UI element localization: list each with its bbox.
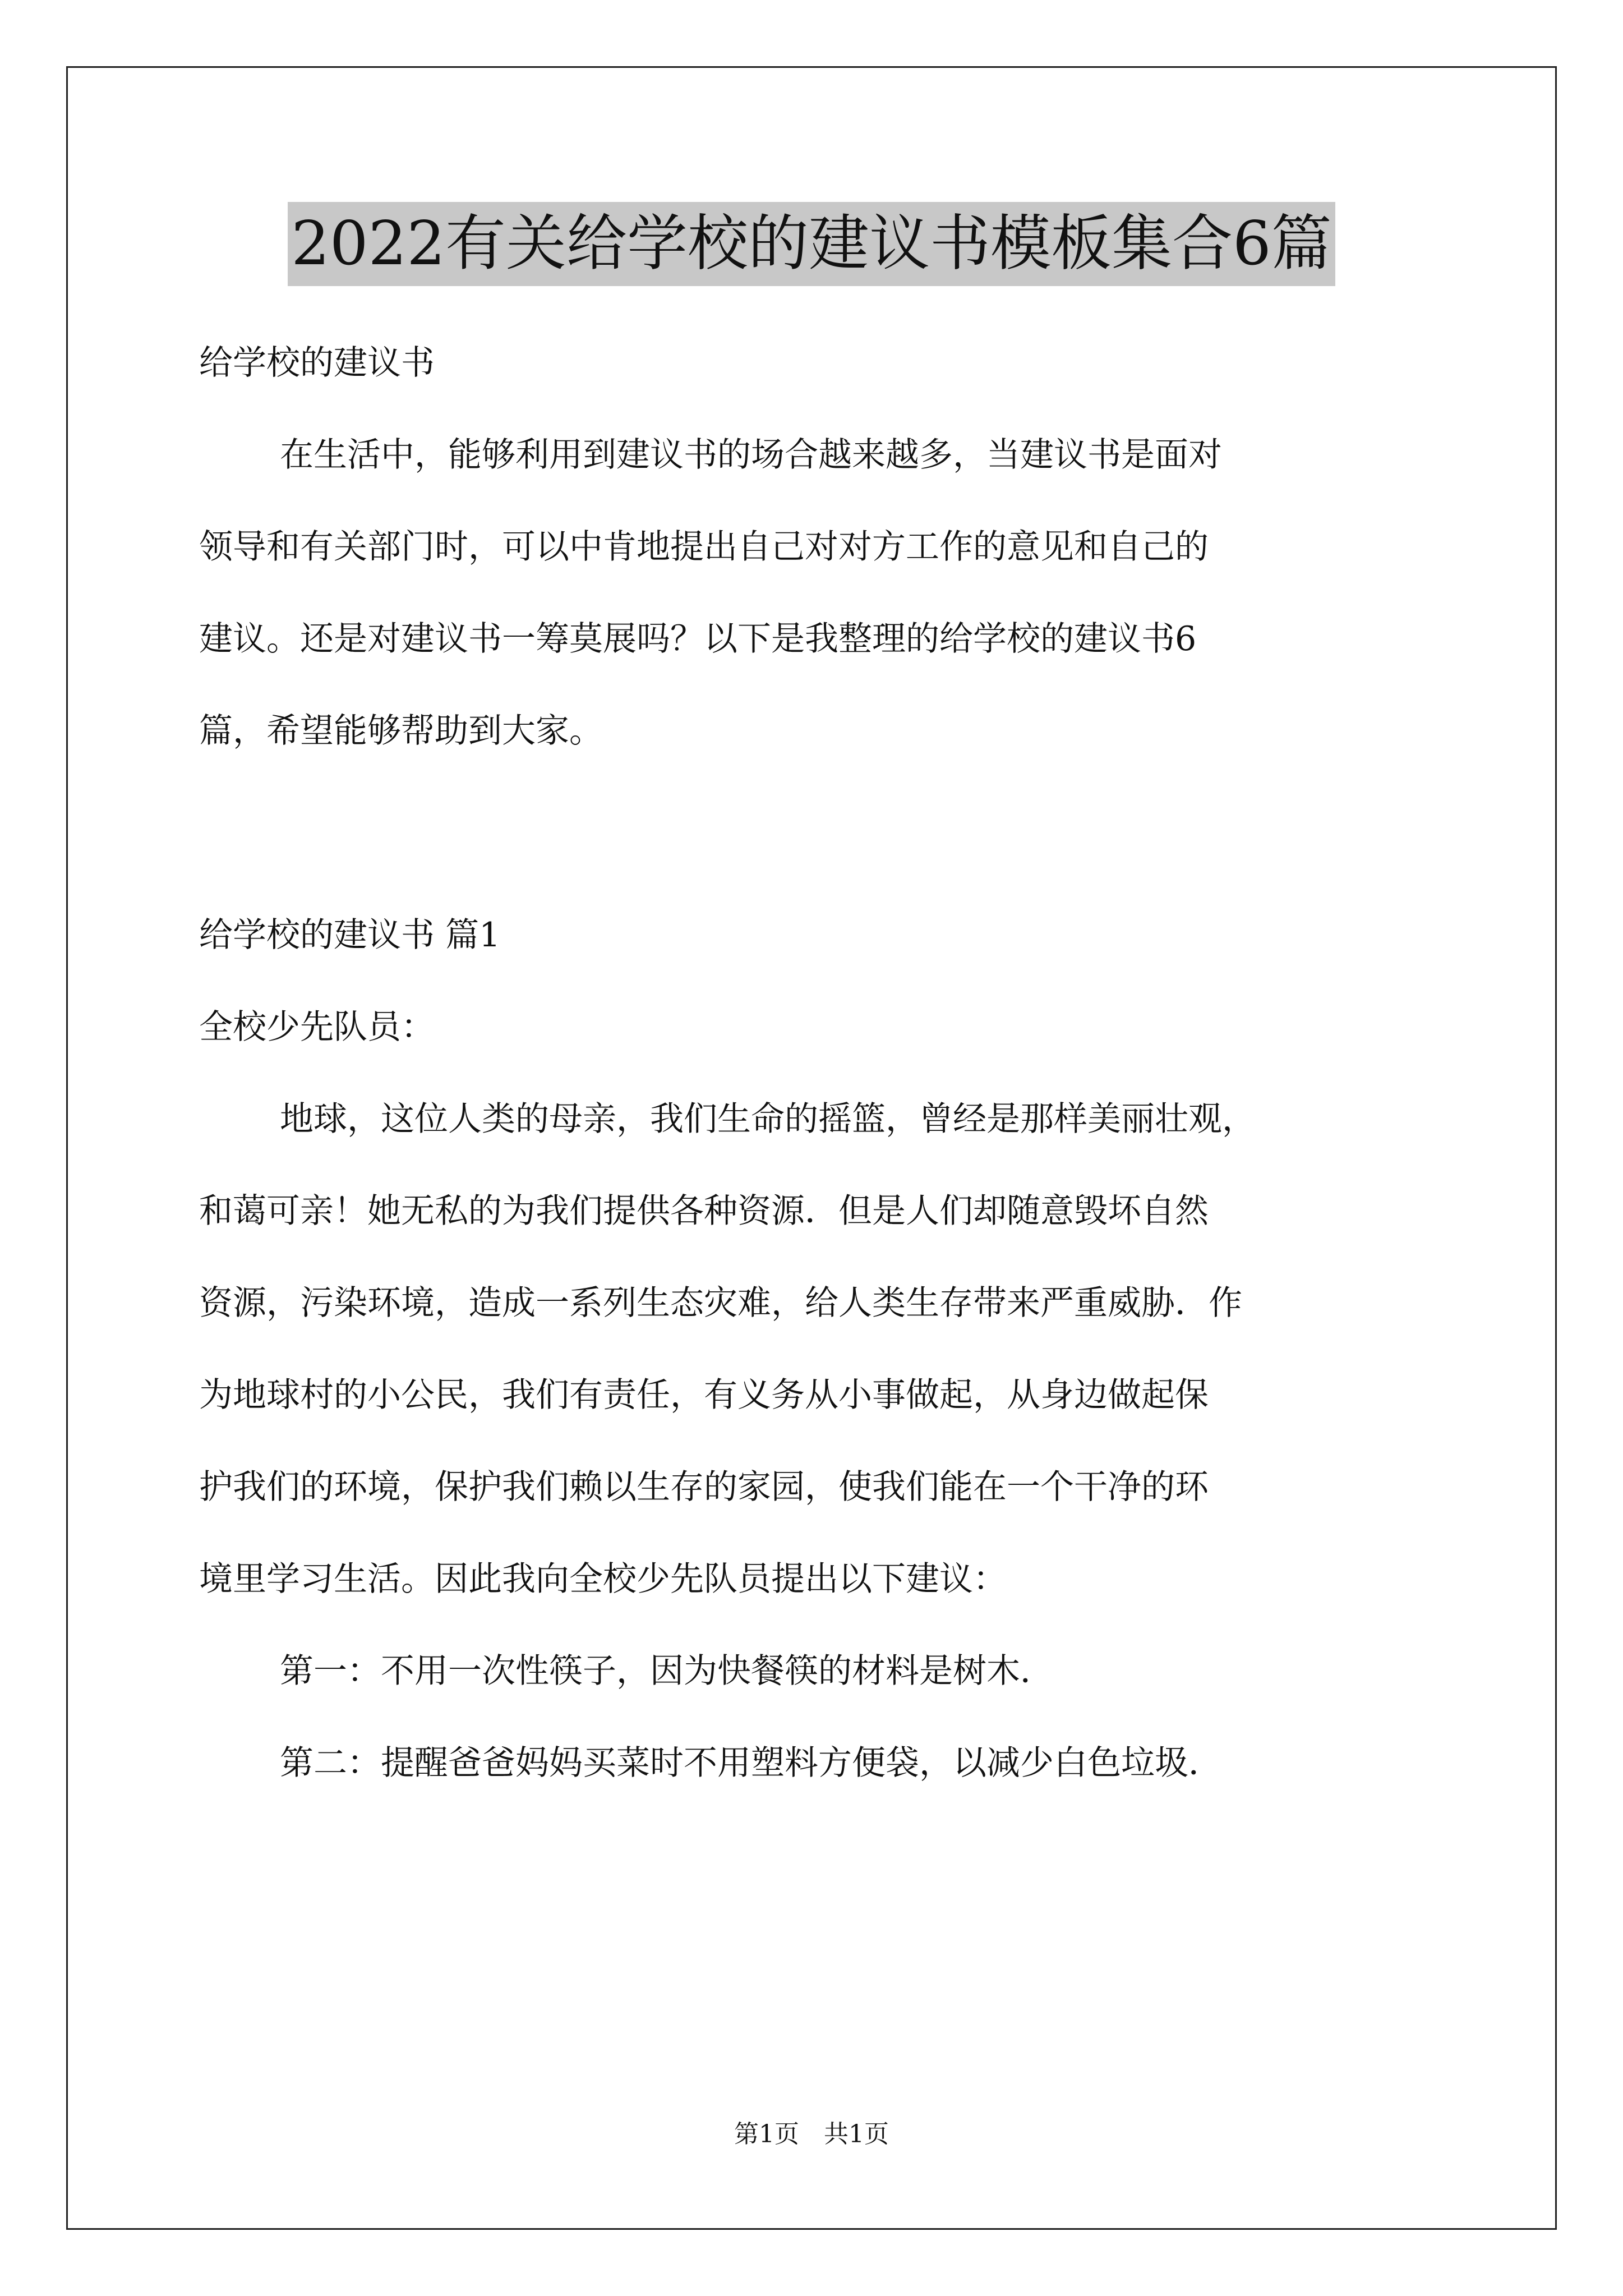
section-gap xyxy=(199,777,1433,889)
intro-line: 在生活中，能够利用到建议书的场合越来越多，当建议书是面对 xyxy=(280,435,1222,475)
body-line: 和蔼可亲！她无私的为我们提供各种资源．但是人们却随意毁坏自然 xyxy=(199,1191,1209,1231)
point-item: 第一：不用一次性筷子，因为快餐筷的材料是树木． xyxy=(280,1651,1054,1691)
page-number: 第1页 共1页 xyxy=(734,2120,889,2148)
body-line: 为地球村的小公民，我们有责任，有义务从小事做起，从身边做起保 xyxy=(199,1375,1209,1415)
body-line: 护我们的环境，保护我们赖以生存的家园，使我们能在一个干净的环 xyxy=(199,1467,1209,1507)
point-item: 第二：提醒爸爸妈妈买菜时不用塑料方便袋，以减少白色垃圾． xyxy=(280,1743,1222,1783)
page-footer xyxy=(0,2118,1623,2151)
intro-line: 建议。还是对建议书一筹莫展吗？以下是我整理的给学校的建议书6 xyxy=(199,619,1197,659)
body-line: 地球，这位人类的母亲，我们生命的摇篮，曾经是那样美丽壮观， xyxy=(280,1099,1256,1139)
intro-heading: 给学校的建议书 xyxy=(199,343,435,383)
body-line: 资源，污染环境，造成一系列生态灾难，给人类生存带来严重威胁．作 xyxy=(199,1283,1242,1323)
salutation: 全校少先队员： xyxy=(199,1007,435,1047)
section-heading: 给学校的建议书 篇1 xyxy=(199,915,501,955)
title-container xyxy=(0,202,1623,286)
intro-line: 领导和有关部门时，可以中肯地提出自己对对方工作的意见和自己的 xyxy=(199,527,1209,567)
intro-line: 篇，希望能够帮助到大家。 xyxy=(199,711,603,751)
document-title: 2022有关给学校的建议书模板集合6篇 xyxy=(288,202,1335,286)
body-line: 境里学习生活。因此我向全校少先队员提出以下建议： xyxy=(199,1559,1007,1599)
document-body xyxy=(199,317,1433,1809)
